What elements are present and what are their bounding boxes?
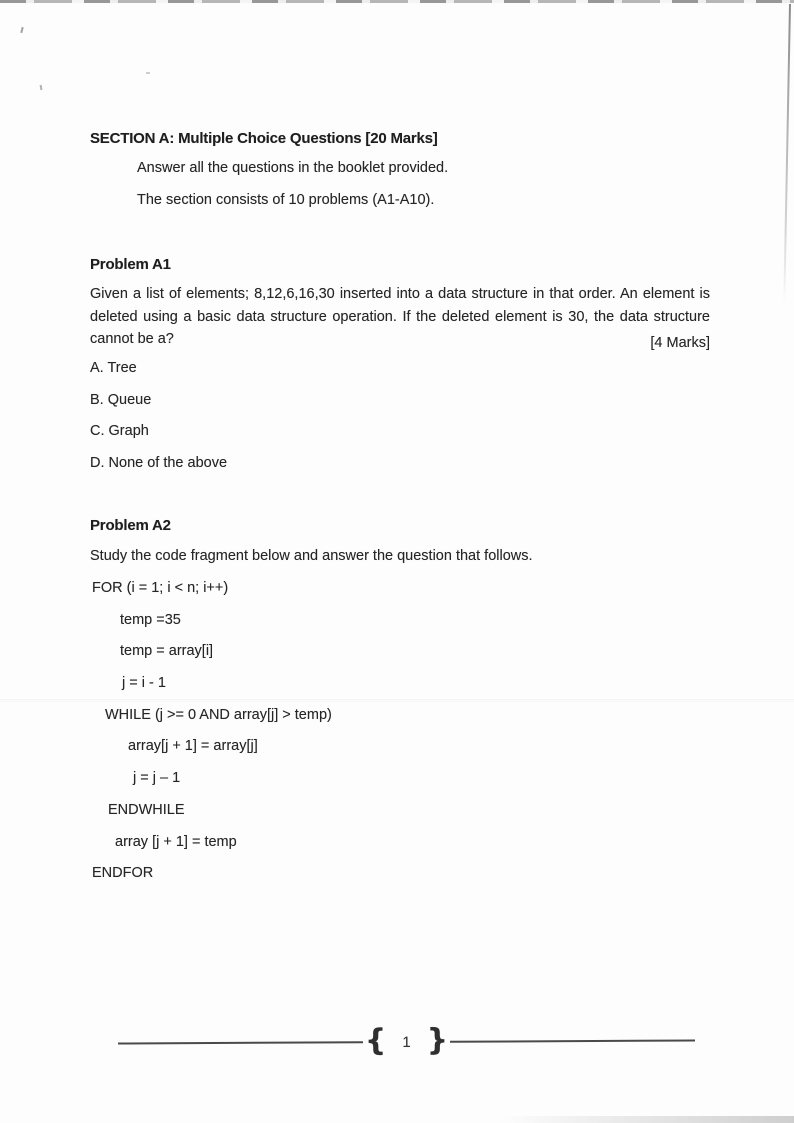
footer-rule-right xyxy=(450,1039,695,1042)
code-line: FOR (i = 1; i < n; i++) xyxy=(92,580,229,596)
code-line: temp = array[i] xyxy=(120,643,214,660)
code-line: temp =35 xyxy=(120,611,181,628)
page-number: 1 xyxy=(402,1033,411,1051)
problem-a2-intro: Study the code fragment below and answer the question that follows. xyxy=(90,548,533,564)
code-line: ENDFOR xyxy=(92,865,154,882)
footer-brace-left: { xyxy=(364,1023,387,1059)
problem-a2-title: Problem A2 xyxy=(90,517,171,534)
code-line: j = i - 1 xyxy=(122,675,166,692)
section-instructions xyxy=(137,160,448,224)
document-content xyxy=(90,0,710,1123)
footer-rule-left xyxy=(118,1041,363,1044)
instruction-line: The section consists of 10 problems (A1-A10). xyxy=(137,192,435,208)
problem-a1-marks: [4 Marks] xyxy=(650,335,710,351)
instruction-line: Answer all the questions in the booklet provided. xyxy=(137,160,449,176)
answer-option: B. Queue xyxy=(90,391,152,408)
code-block xyxy=(90,580,332,897)
footer-brace-right: } xyxy=(426,1022,449,1058)
code-line: WHILE (j >= 0 AND array[j] > temp) xyxy=(105,706,332,723)
answer-option: C. Graph xyxy=(90,423,149,439)
answer-options xyxy=(90,360,227,486)
scan-artifact-right-edge xyxy=(783,4,791,304)
answer-option: A. Tree xyxy=(90,360,137,376)
code-line: array[j + 1] = array[j] xyxy=(128,738,258,755)
code-line: j = j – 1 xyxy=(133,770,181,787)
scan-speck xyxy=(40,85,43,90)
scan-speck xyxy=(20,27,23,33)
section-title: SECTION A: Multiple Choice Questions [20 Marks] xyxy=(90,130,438,147)
code-line: array [j + 1] = temp xyxy=(115,833,237,850)
problem-a1-question: Given a list of elements; 8,12,6,16,30 inserted into a data structure in that order. An element is deleted using a basic data structure operation. If the deleted element is 30, the data structure cannot be a? xyxy=(90,286,710,347)
page-footer xyxy=(118,1023,695,1060)
code-line: ENDWHILE xyxy=(108,801,185,818)
answer-option: D. None of the above xyxy=(90,454,228,471)
problem-a1-title: Problem A1 xyxy=(90,256,171,273)
